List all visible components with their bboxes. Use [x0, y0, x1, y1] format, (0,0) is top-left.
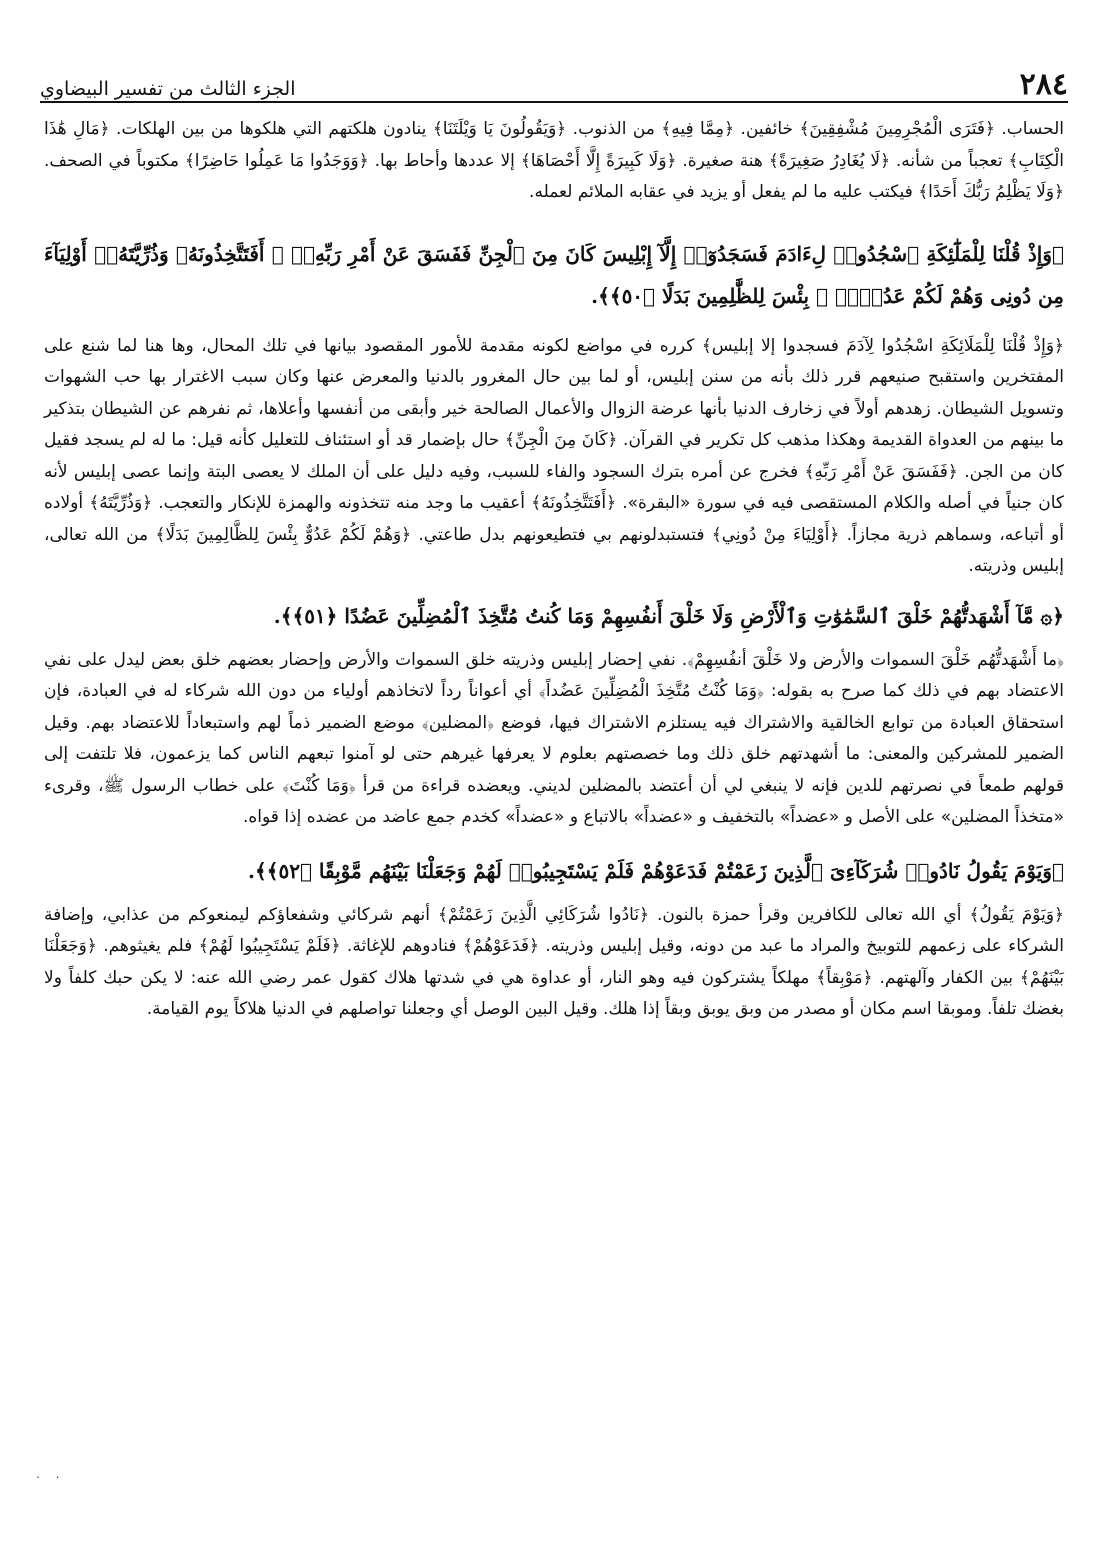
- commentary-paragraph-2: ﴿وَإِذْ قُلْنَا لِلْمَلَائِكَةِ اسْجُدُوا لِآدَمَ فسجدوا إلا إبليس﴾ كرره في مواضع لكونه مقدمة للأمور المقصود بيانها في تلك المحال، وها هنا لما شنع على المفتخرين واستقبح صنيعهم قرر ذلك بأنه من سنن إبليس، أو لما بين حال المغرور بالدنيا والمعرض عنها وكان سبب الاغترار بها حب الشهوات وتسويل الشيطان. زهدهم أولاً في زخارف الدنيا بأنها عرضة الزوال والأعمال الصالحة خير وأبقى من أنفسها وأعلاها، ثم نفرهم عن الشيطان بتذكير ما بينهم من العدواة القديمة وهكذا مذهب كل تكرير في القرآن. ﴿كَانَ مِنَ الْجِنِّ﴾ حال بإضمار قد أو استئناف للتعليل كأنه قيل: ما له لم يسجد فقيل كان من الجن. ﴿فَفَسَقَ عَنْ أَمْرِ رَبِّهِ﴾ فخرج عن أمره بترك السجود والفاء للسبب، وفيه دليل على أن الملك لا يعصى البتة وإنما عصى إبليس لأنه كان جنياً في أصله والكلام المستقصى فيه في سورة «البقرة». ﴿أَفَتَتَّخِذُونَهُ﴾ أعقيب ما وجد منه تتخذونه والهمزة للإنكار والتعجب. ﴿وَذُرِّيَّتَهُ﴾ أولاده أو أتباعه، وسماهم ذرية مجازاً. ﴿أَوْلِيَاءَ مِنْ دُونِي﴾ فتستبدلونهم بي فتطيعونهم بدل طاعتي. ﴿وَهُمْ لَكُمْ عَدُوٌّ بِئْسَ لِلظَّالِمِينَ بَدَلًا﴾ من الله تعالى، إبليس وذريته.: [44, 335, 1064, 576]
- commentary-paragraph-3: ﴿ما أَشْهَدتُّهُم خَلْقَ السموات والأرض ولا خَلْقَ أنفُسِهِمْ﴾. نفي إحضار إبليس وذريته خلق السموات والأرض وإحضار بعضهم خلق بعض ليدل على نفي الاعتضاد بهم في ذلك كما صرح به بقوله: ﴿وَمَا كُنْتُ مُتَّخِذَ الْمُضِلِّينَ عَضُداً﴾ أي أعواناً رداً لاتخاذهم أولياء من دون الله شركاء له في العبادة، فإن استحقاق العبادة من توابع الخالقية والاشتراك فيه يستلزم الاشتراك فيها، فوضع ﴿المضلين﴾ موضع الضمير ذماً لهم واستبعاداً للاعتضاد بهم. وقيل الضمير للمشركين والمعنى: ما أشهدتهم خلق ذلك وما خصصتهم بعلوم لا يعرفها غيرهم حتى لو آمنوا تبعهم الناس كما يزعمون، فلا تلتفت إلى قولهم طمعاً في نصرتهم للدين فإنه لا ينبغي لي أن أعتضد بالمضلين لديني. ويعضده قراءة من قرأ ﴿وَمَا كُنْتَ﴾ على خطاب الرسول ﷺ، وقرىء «متخذاً المضلين» على الأصل و «عضداً» بالتخفيف و «عضداً» بالاتباع و «عضداً» كخدم جمع عاضد من عضده إذا قواه.: [44, 649, 1064, 827]
- margin-dots: . .: [36, 1467, 66, 1481]
- page-body: [44, 114, 1064, 1026]
- quran-verse-51: ﴿۞ مَّآ أَشْهَدتُّهُمْ خَلْقَ ٱلسَّمَٰوَٰتِ وَٱلْأَرْضِ وَلَا خَلْقَ أَنفُسِهِمْ وَمَا كُنتُ مُتَّخِذَ ٱلْمُضِلِّينَ عَضُدًا ﴿٥١﴾﴾.: [273, 603, 1064, 628]
- header-rule: [40, 101, 1068, 103]
- commentary-paragraph-4: ﴿وَيَوْمَ يَقُولُ﴾ أي الله تعالى للكافرين وقرأ حمزة بالنون. ﴿نَادُوا شُرَكَائِي الَّذِينَ زَعَمْتُمْ﴾ أنهم شركائي وشفعاؤكم ليمنعوكم من عذابي، وإضافة الشركاء على زعمهم للتوبيخ والمراد ما عبد من دونه، وقيل إبليس وذريته. ﴿فَدَعَوْهُمْ﴾ فنادوهم للإغاثة. ﴿فَلَمْ يَسْتَجِيبُوا لَهُمْ﴾ فلم يغيثوهم. ﴿وَجَعَلْنَا بَيْنَهُمْ﴾ بين الكفار وآلهتهم. ﴿مَوْبِقاً﴾ مهلكاً يشتركون فيه وهو النار، أو عداوة هي في شدتها هلاك كقول عمر رضي الله عنه: لا يكن حبك كلفاً ولا بغضك تلفاً. وموبقا اسم مكان أو مصدر من وبق يوبق وبقاً إذا هلك. وقيل البين الوصل أي وجعلنا تواصلهم في الدنيا هلاكاً يوم القيامة.: [44, 904, 1064, 1019]
- page-number: ٢٨٤: [1019, 67, 1068, 102]
- running-title: الجزء الثالث من تفسير البيضاوي: [40, 78, 296, 100]
- page-header: [40, 58, 1068, 100]
- quran-verse-50: ﴿وَإِذْ قُلْنَا لِلْمَلَٰٓئِكَةِ ٱسْجُدُوا۟ لِءَادَمَ فَسَجَدُوٓا۟ إِلَّآ إِبْلِيسَ كَانَ مِنَ ٱلْجِنِّ فَفَسَقَ عَنْ أَمْرِ رَبِّهِۦٓ ۗ أَفَتَتَّخِذُونَهُۥ وَذُرِّيَّتَهُۥٓ أَوْلِيَآءَ مِن دُونِى وَهُمْ لَكُمْ عَدُوٌّۢ ۚ بِئْسَ لِلظَّٰلِمِينَ بَدَلًا ﴿٥٠﴾﴾.: [44, 241, 1064, 308]
- quran-verse-52: ﴿وَيَوْمَ يَقُولُ نَادُوا۟ شُرَكَآءِىَ ٱلَّذِينَ زَعَمْتُمْ فَدَعَوْهُمْ فَلَمْ يَسْتَجِيبُوا۟ لَهُمْ وَجَعَلْنَا بَيْنَهُم مَّوْبِقًا ﴿٥٢﴾﴾.: [248, 858, 1064, 883]
- commentary-paragraph-1: الحساب. ﴿فَتَرَى الْمُجْرِمِينَ مُشْفِقِينَ﴾ خائفين. ﴿مِمَّا فِيهِ﴾ من الذنوب. ﴿وَيَقُولُونَ يَا وَيْلَتَنَا﴾ ينادون هلكتهم التي هلكوها من بين الهلكات. ﴿مَالِ هَٰذَا الْكِتَابِ﴾ تعجباً من شأنه. ﴿لَا يُغَادِرُ صَغِيرَةً﴾ هنة صغيرة. ﴿وَلَا كَبِيرَةً إِلَّا أَحْصَاهَا﴾ إلا عددها وأحاط بها. ﴿وَوَجَدُوا مَا عَمِلُوا حَاضِرًا﴾ مكتوباً في الصحف. ﴿وَلَا يَظْلِمُ رَبُّكَ أَحَدًا﴾ فيكتب عليه ما لم يفعل أو يزيد في عقابه الملائم لعمله.: [44, 119, 1064, 202]
